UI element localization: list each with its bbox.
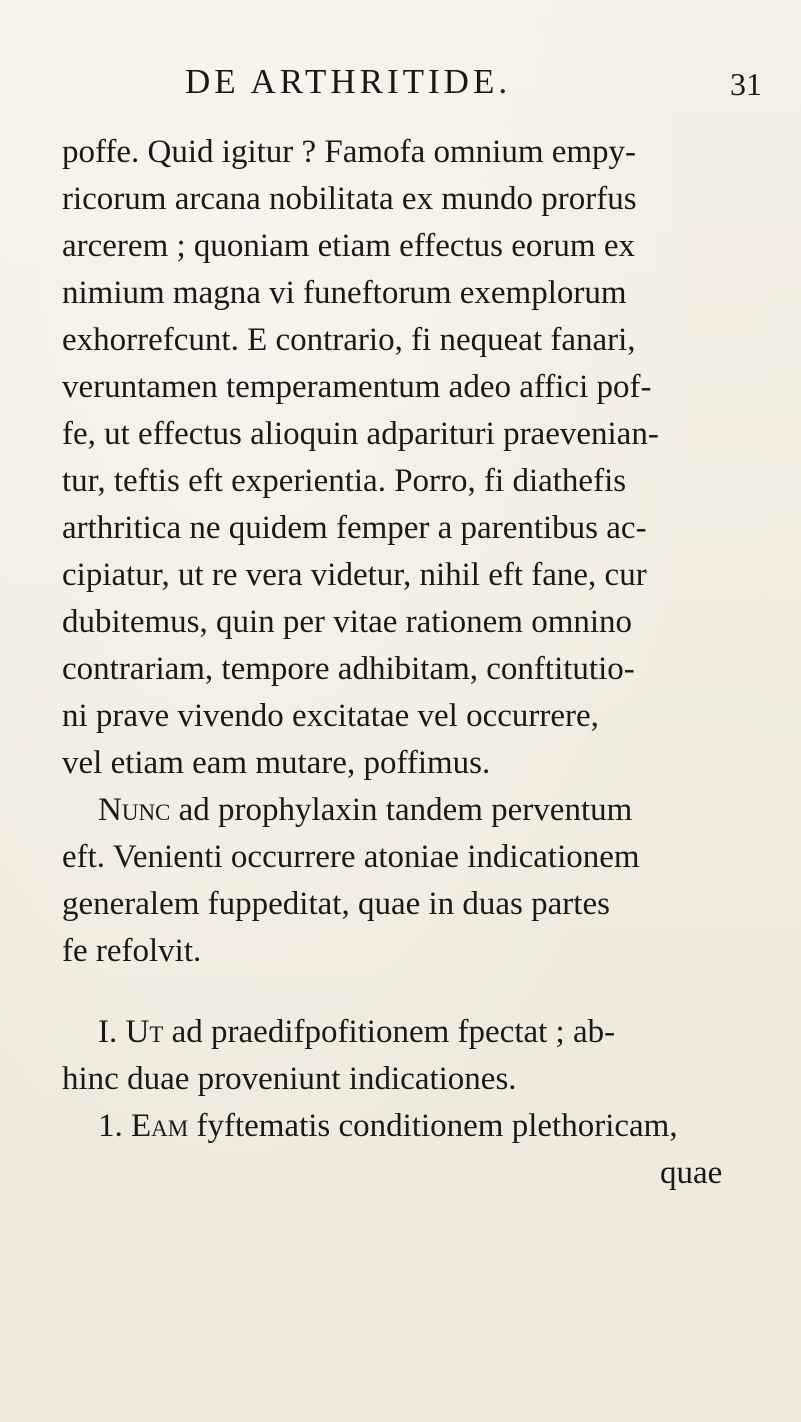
catchword: quae [660, 1155, 723, 1191]
text-line: vel etiam eam mutare, poffimus. [62, 745, 491, 781]
text-line: eft. Venienti occurrere atoniae indicationem [62, 839, 640, 875]
section-heading-1 [98, 1012, 615, 1052]
text-line: hinc duae proveniunt indicationes. [62, 1061, 517, 1097]
text-line: tur, teftis eft experientia. Porro, fi diathefis [62, 463, 627, 499]
text-line: ricorum arcana nobilitata ex mundo prorfus [62, 181, 637, 217]
text-line: nimium magna vi funeftorum exemplorum [62, 275, 627, 311]
small-caps-lead: Eam [131, 1108, 189, 1144]
text-line: poffe. Quid igitur ? Famofa omnium empy- [62, 134, 637, 170]
paragraph-nunc [98, 790, 632, 830]
item-number: 1. [98, 1108, 131, 1144]
page-number: 31 [730, 66, 762, 102]
text-line: generalem fuppeditat, quae in duas partes [62, 886, 610, 922]
text-line: fe, ut effectus alioquin adparituri praevenian- [62, 416, 659, 452]
text-line: arcerem ; quoniam etiam effectus eorum ex [62, 228, 635, 264]
section-number: I. [98, 1014, 126, 1050]
text-run: ad praedifpofitionem fpectat ; ab- [163, 1014, 616, 1050]
text-run: fyftematis conditionem plethoricam, [188, 1108, 678, 1144]
text-line: arthritica ne quidem femper a parentibus ac- [62, 510, 647, 546]
text-line: ni prave vivendo excitatae vel occurrere, [62, 698, 599, 734]
small-caps-lead: Nunc [98, 792, 171, 828]
small-caps-lead: Ut [125, 1014, 164, 1050]
list-item-1 [98, 1106, 678, 1146]
text-line: veruntamen temperamentum adeo affici pof- [62, 369, 652, 405]
text-line: cipiatur, ut re vera videtur, nihil eft fane, cur [62, 557, 647, 593]
text-line: contrariam, tempore adhibitam, conftitutio- [62, 651, 635, 687]
text-line: exhorrefcunt. E contrario, fi nequeat fanari, [62, 322, 636, 358]
running-title: DE ARTHRITIDE. [185, 62, 512, 101]
text-run: ad prophylaxin tandem perventum [170, 792, 633, 828]
text-line: dubitemus, quin per vitae rationem omnino [62, 604, 633, 640]
text-line: fe refolvit. [62, 933, 202, 969]
